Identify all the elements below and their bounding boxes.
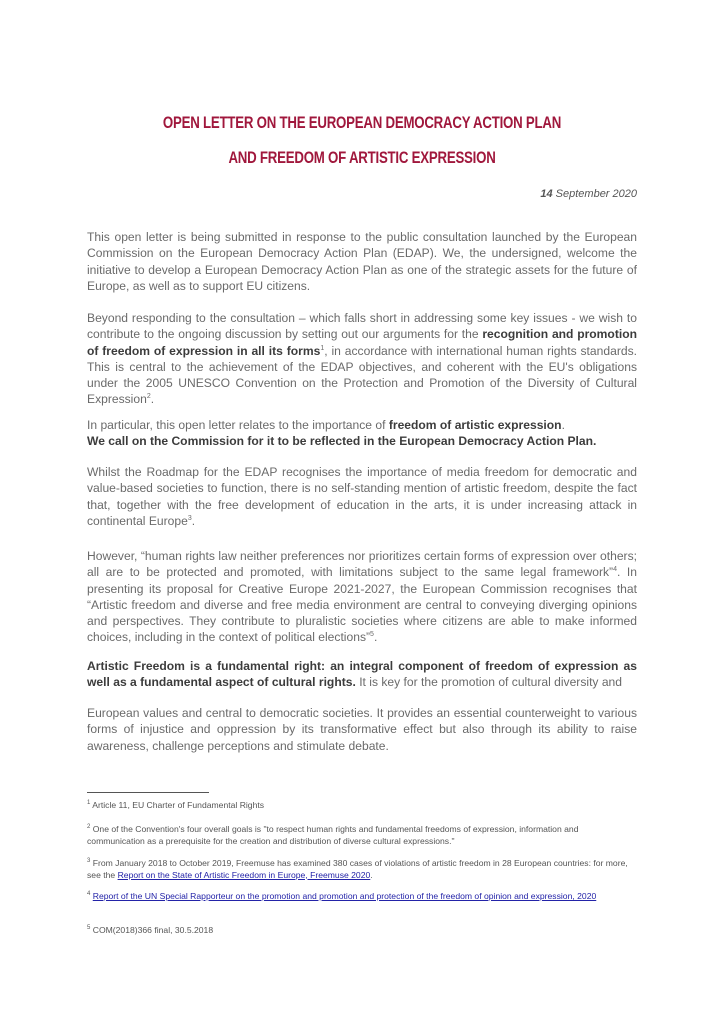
footnote-text: One of the Convention's four overall goals is "to respect human rights and fundamental freedoms of expression, information and communication as a prerequisite for the creation and distribution of diverse cultural expressions." — [87, 824, 579, 846]
footnote-text: . — [370, 869, 373, 880]
paragraph-intro: This open letter is being submitted in response to the public consultation launched by the European Commission on the European Democracy Action Plan (EDAP). We, the undersigned, welcome the initiative to develop a European Democracy Action Plan as one of the strategic assets for the future of Europe, as well as to support EU citizens. — [87, 230, 637, 293]
call-to-action: We call on the Commission for it to be reflected in the European Democracy Action Plan. — [87, 434, 597, 449]
paragraph-fundamental-right — [87, 658, 637, 691]
paragraph-roadmap — [87, 464, 637, 529]
page-title-line-1: OPEN LETTER ON THE EUROPEAN DEMOCRACY ACTION PLAN — [162, 113, 562, 132]
footnote-number: 1 — [87, 800, 91, 807]
letter-date — [540, 188, 637, 200]
footnote-2 — [87, 824, 637, 847]
text-span: . — [373, 630, 378, 645]
footnote-1 — [87, 800, 637, 812]
text-span: In particular, this open letter relates to the importance of — [87, 418, 389, 432]
footnote-number: 3 — [87, 858, 91, 865]
footnote-ref-2[interactable]: 2 — [146, 393, 151, 401]
text-span: , in accordance with international human rights standards. This is central to the achievement of the EDAP objectives, and coherent with the EU's obligations under the 2005 UNESCO Convention on the Protection and Promotion of the Diversity of Cultural Expression — [87, 343, 637, 407]
footnote-ref-1[interactable]: 1 — [320, 344, 325, 352]
footnote-5 — [87, 925, 637, 937]
text-span: . — [191, 513, 196, 528]
page-title-line-2: AND FREEDOM OF ARTISTIC EXPRESSION — [228, 148, 496, 167]
footnote-ref-3[interactable]: 3 — [187, 514, 192, 522]
paragraph-european-values: European values and central to democratic societies. It provides an essential counterweight to various forms of injustice and oppression by its transformative effect but also through its ability to raise awareness, challenge perceptions and stimulate debate. — [87, 706, 637, 753]
footnote-text: Article 11, EU Charter of Fundamental Rights — [90, 800, 265, 810]
date-day: 14 — [540, 188, 553, 200]
footnote-number: 4 — [87, 891, 91, 898]
text-span: . — [150, 392, 155, 407]
footnote-text: COM(2018)366 final, 30.5.2018 — [90, 925, 214, 935]
paragraph-human-rights — [87, 548, 637, 646]
text-span: However, “human rights law neither preferences nor prioritizes certain forms of expression over others; all are to be protected and promoted, with limitations subject to the same legal framework” — [87, 549, 637, 580]
text-span: It is key for the promotion of cultural diversity and — [355, 675, 623, 690]
text-span: Beyond responding to the consultation – which falls short in addressing some key issues - we wish to contribute to the ongoing discussion by setting out our arguments for the — [87, 311, 637, 342]
date-month-year: September 2020 — [552, 188, 637, 200]
footnote-separator — [87, 792, 209, 793]
paragraph-recognition — [87, 310, 637, 408]
footnote-3 — [87, 858, 637, 881]
freemuse-report-link[interactable]: Report on the State of Artistic Freedom in Europe, Freemuse 2020 — [117, 869, 371, 880]
footnote-4 — [87, 891, 637, 903]
bold-text: Artistic Freedom is a fundamental right: an integral component of freedom of expression as well as a fundamental aspect of cultural rights. — [87, 659, 637, 690]
footnote-ref-4[interactable]: 4 — [613, 566, 617, 574]
footnote-number: 2 — [87, 824, 91, 831]
text-span: Whilst the Roadmap for the EDAP recognises the importance of media freedom for democratic and value-based societies to function, there is no self-standing mention of artistic freedom, despite the fact that, together with the free development of education in the arts, it is under increasing attack in continental Europe — [87, 465, 637, 528]
text-span: . — [561, 418, 565, 432]
text-span: . In presenting its proposal for Creative Europe 2021-2027, the European Commission recognises that “Artistic freedom and diverse and free media environment are central to conveying diverging opinions and perspectives. They contribute to pluralistic societies where citizens are able to make informed choices, including in the context of political elections” — [87, 565, 637, 645]
bold-text: recognition and promotion of freedom of expression in all its forms — [87, 327, 637, 358]
footnote-text: From January 2018 to October 2019, Freemuse has examined 380 cases of violations of artistic freedom in 28 European countries: for more, see the — [87, 858, 628, 880]
footnote-number: 5 — [87, 925, 91, 932]
paragraph-call — [87, 417, 637, 450]
bold-text: freedom of artistic expression — [388, 418, 562, 432]
un-rapporteur-report-link[interactable]: Report of the UN Special Rapporteur on the promotion and promotion and protection of the freedom of opinion and expression, 2020 — [92, 891, 597, 901]
footnote-ref-5[interactable]: 5 — [370, 631, 374, 639]
